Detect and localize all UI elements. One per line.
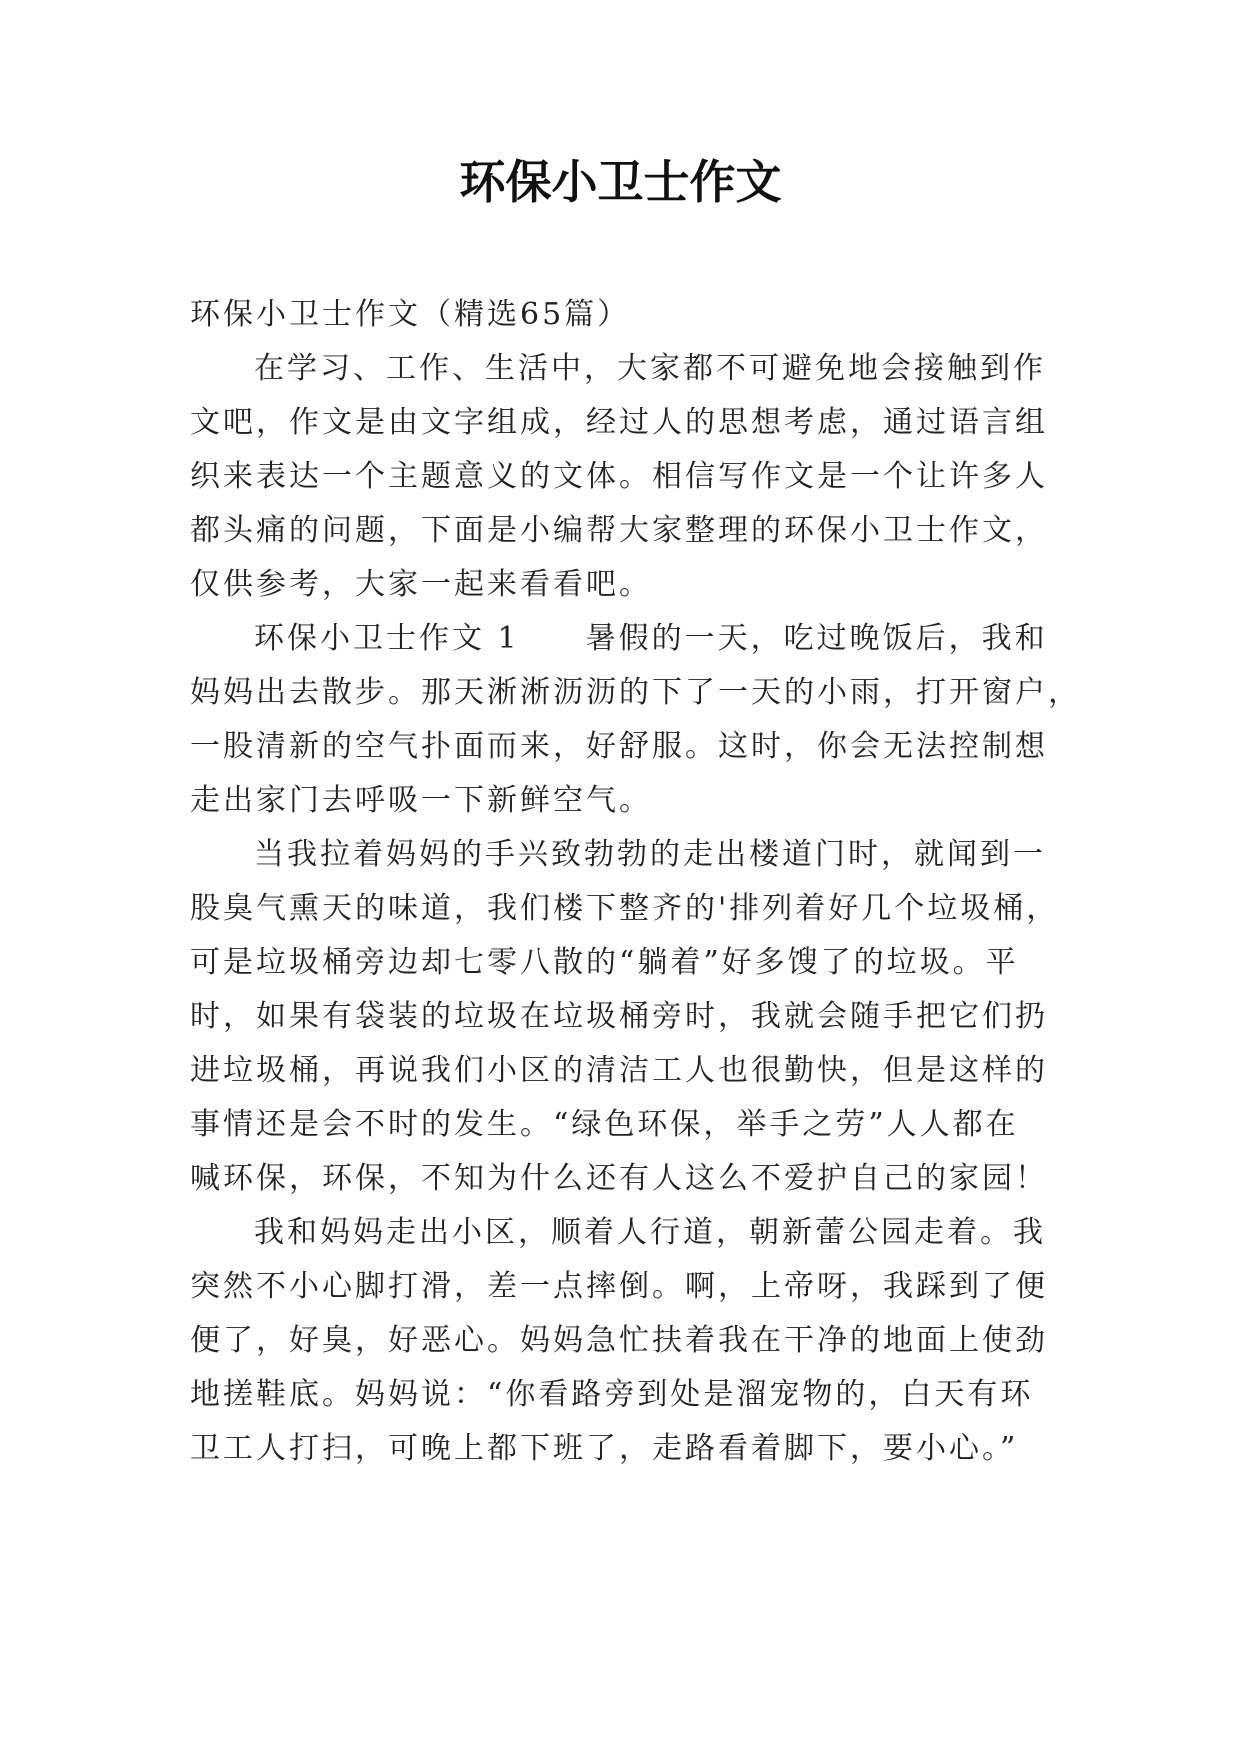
text-line: 仅供参考，大家一起来看看吧。 [190,567,652,602]
document-body [190,288,1081,1476]
text-line: 卫工人打扫，可晚上都下班了，走路看着脚下，要小心。” [190,1431,1019,1466]
text-line: 织来表达一个主题意义的文体。相信写作文是一个让许多人 [190,459,1048,494]
document-title: 环保小卫士作文 [459,155,782,209]
text-line: 文吧，作文是由文字组成，经过人的思想考虑，通过语言组 [190,405,1048,440]
text-line: 环保小卫士作文 1 暑假的一天，吃过晚饭后，我和 [254,621,1048,656]
text-line: 喊环保，环保，不知为什么还有人这么不爱护自己的家园！ [190,1161,1048,1196]
text-line: 在学习、工作、生活中，大家都不可避免地会接触到作 [254,351,1046,386]
text-line: 突然不小心脚打滑，差一点摔倒。啊，上帝呀，我踩到了便 [190,1269,1048,1304]
text-line: 股臭气熏天的味道，我们楼下整齐的'排列着好几个垃圾桶， [190,891,1060,926]
text-line: 一股清新的空气扑面而来，好舒服。这时，你会无法控制想 [190,729,1048,764]
text-line: 我和妈妈走出小区，顺着人行道，朝新蕾公园走着。我 [254,1215,1046,1250]
text-line: 妈妈出去散步。那天淅淅沥沥的下了一天的小雨，打开窗户， [190,675,1081,710]
text-line: 进垃圾桶，再说我们小区的清洁工人也很勤快，但是这样的 [190,1053,1048,1088]
text-line: 走出家门去呼吸一下新鲜空气。 [190,783,652,818]
text-line: 事情还是会不时的发生。“绿色环保，举手之劳”人人都在 [190,1107,1019,1142]
text-line: 可是垃圾桶旁边却七零八散的“躺着”好多馊了的垃圾。平 [190,945,1019,980]
text-line: 环保小卫士作文（精选65篇） [190,297,631,332]
text-line: 便了，好臭，好恶心。妈妈急忙扶着我在干净的地面上使劲 [190,1323,1048,1358]
text-line: 都头痛的问题，下面是小编帮大家整理的环保小卫士作文， [190,513,1048,548]
text-line: 时，如果有袋装的垃圾在垃圾桶旁时，我就会随手把它们扔 [190,999,1048,1034]
text-line: 当我拉着妈妈的手兴致勃勃的走出楼道门时，就闻到一 [254,837,1046,872]
text-line: 地搓鞋底。妈妈说：“你看路旁到处是溜宠物的，白天有环 [190,1377,1034,1412]
